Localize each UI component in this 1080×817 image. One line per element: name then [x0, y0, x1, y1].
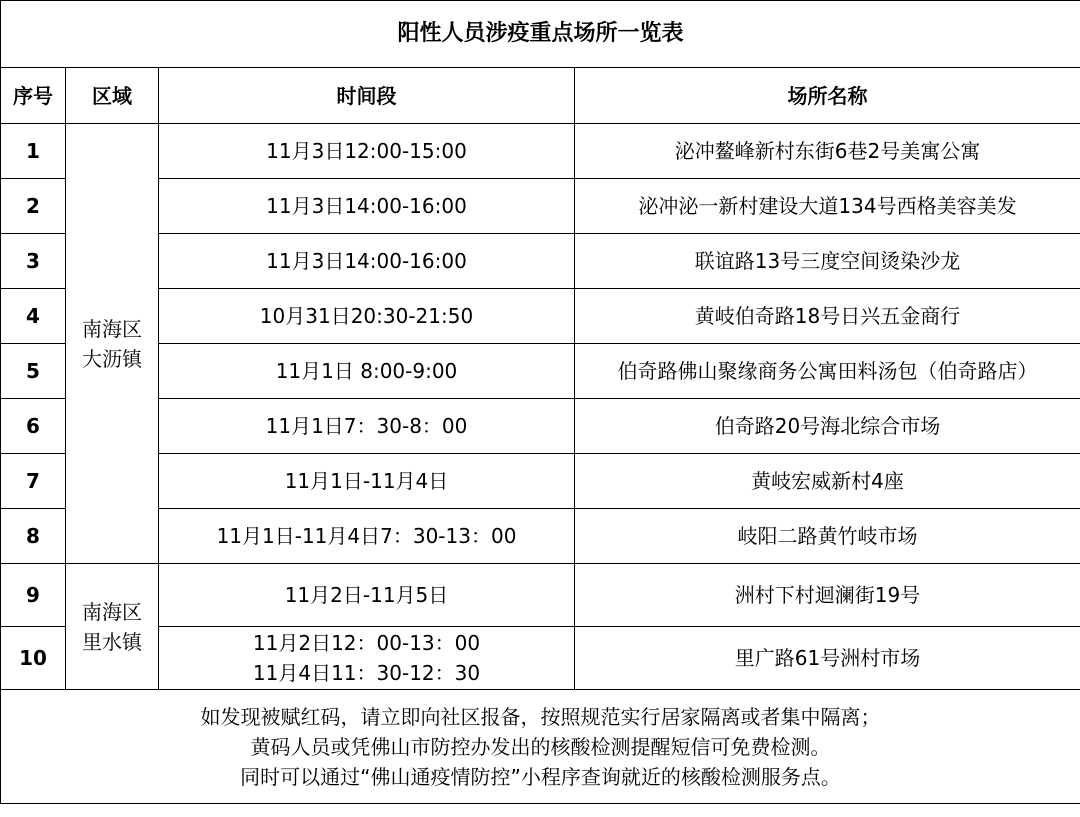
footer-line: 如发现被赋红码，请立即向社区报备，按照规范实行居家隔离或者集中隔离； — [200, 704, 881, 729]
time-cell: 11月3日14:00-16:00 — [159, 179, 575, 234]
table-row — [1, 124, 1080, 179]
region-line: 南海区 — [82, 316, 142, 341]
row-number: 10 — [1, 627, 66, 690]
footer-line: 同时可以通过“佛山通疫情防控”小程序查询就近的核酸检测服务点。 — [240, 764, 841, 789]
table-title: 阳性人员涉疫重点场所一览表 — [1, 1, 1080, 68]
time-line: 11月4日11：30-12：30 — [252, 661, 481, 685]
time-cell: 11月1日-11月4日7：30-13：00 — [159, 509, 575, 564]
table-row — [1, 344, 1080, 399]
footer-row — [1, 690, 1080, 804]
time-cell: 11月1日7：30-8：00 — [159, 399, 575, 454]
row-number: 6 — [1, 399, 66, 454]
time-cell: 10月31日20:30-21:50 — [159, 289, 575, 344]
region-line: 大沥镇 — [82, 346, 142, 371]
region-cell-dali — [66, 124, 159, 564]
region-cell-lishui — [66, 564, 159, 690]
place-cell: 黄岐宏威新村4座 — [575, 454, 1080, 509]
place-cell: 泌冲泌一新村建设大道134号西格美容美发 — [575, 179, 1080, 234]
row-number: 9 — [1, 564, 66, 627]
table-row — [1, 234, 1080, 289]
time-cell: 11月1日-11月4日 — [159, 454, 575, 509]
header-seq: 序号 — [1, 68, 66, 124]
header-region: 区域 — [66, 68, 159, 124]
place-cell: 伯奇路佛山聚缘商务公寓田料汤包（伯奇路店） — [575, 344, 1080, 399]
place-cell: 泌冲鳌峰新村东街6巷2号美寓公寓 — [575, 124, 1080, 179]
header-row — [1, 68, 1080, 124]
place-cell: 里广路61号洲村市场 — [575, 627, 1080, 690]
time-cell: 11月2日-11月5日 — [159, 564, 575, 627]
time-cell: 11月3日14:00-16:00 — [159, 234, 575, 289]
table-row — [1, 399, 1080, 454]
place-cell: 黄岐伯奇路18号日兴五金商行 — [575, 289, 1080, 344]
place-cell: 联谊路13号三度空间烫染沙龙 — [575, 234, 1080, 289]
place-cell: 岐阳二路黄竹岐市场 — [575, 509, 1080, 564]
time-cell: 11月1日 8:00-9:00 — [159, 344, 575, 399]
table-row — [1, 179, 1080, 234]
time-line: 11月2日12：00-13：00 — [252, 631, 481, 655]
row-number: 4 — [1, 289, 66, 344]
title-row — [1, 1, 1080, 68]
header-place: 场所名称 — [575, 68, 1080, 124]
header-time: 时间段 — [159, 68, 575, 124]
row-number: 7 — [1, 454, 66, 509]
table-row — [1, 454, 1080, 509]
row-number: 2 — [1, 179, 66, 234]
row-number: 8 — [1, 509, 66, 564]
table-row — [1, 289, 1080, 344]
region-line: 南海区 — [82, 599, 142, 624]
table-row — [1, 627, 1080, 690]
footer-notice — [1, 690, 1080, 804]
table-row — [1, 509, 1080, 564]
row-number: 1 — [1, 124, 66, 179]
footer-line: 黄码人员或凭佛山市防控办发出的核酸检测提醒短信可免费检测。 — [250, 734, 831, 759]
table-row — [1, 564, 1080, 627]
time-cell — [159, 627, 575, 690]
region-line: 里水镇 — [82, 629, 142, 654]
time-cell: 11月3日12:00-15:00 — [159, 124, 575, 179]
place-cell: 伯奇路20号海北综合市场 — [575, 399, 1080, 454]
place-cell: 洲村下村迴澜街19号 — [575, 564, 1080, 627]
row-number: 3 — [1, 234, 66, 289]
row-number: 5 — [1, 344, 66, 399]
